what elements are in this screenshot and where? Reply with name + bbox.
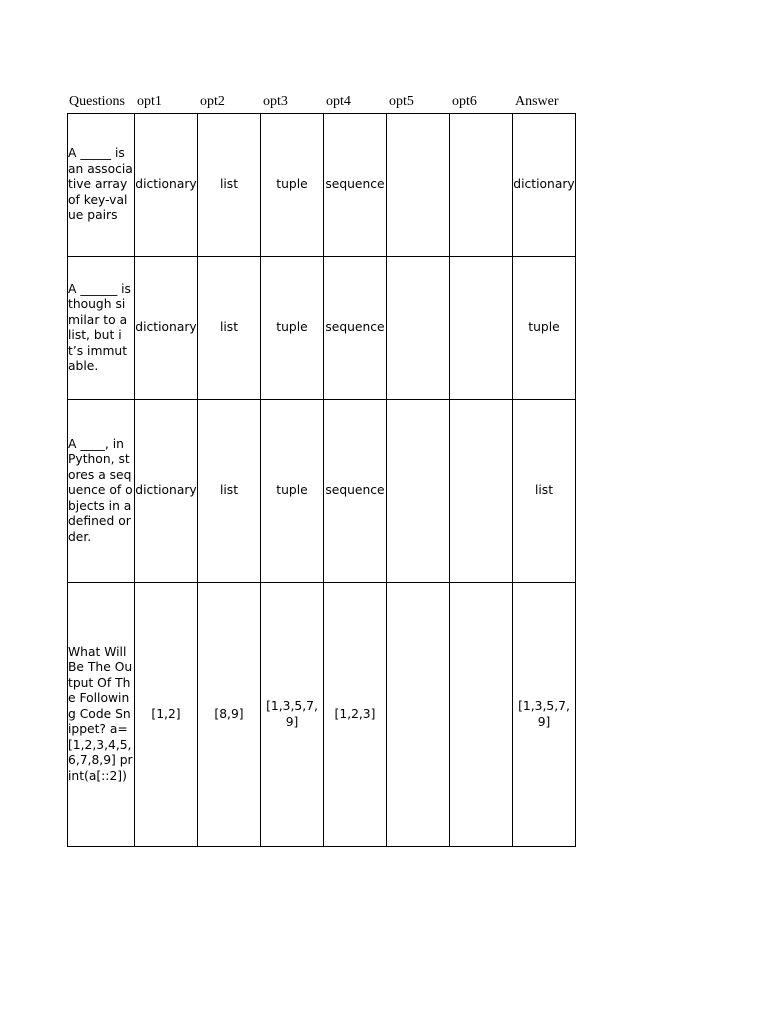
opt3-cell: tuple: [261, 114, 324, 257]
question-cell: What Will Be The Output Of The Following Code Snippet? a=[1,2,3,4,5,6,7,8,9] print(a[::2]): [68, 583, 135, 847]
answer-cell: tuple: [513, 257, 576, 400]
opt1-cell: [1,2]: [135, 583, 198, 847]
table-row: [68, 583, 576, 847]
opt2-cell: list: [198, 400, 261, 583]
opt6-cell: [450, 583, 513, 847]
question-cell: A _____ is an associative array of key-value pairs: [68, 114, 135, 257]
opt5-cell: [387, 257, 450, 400]
opt4-cell: sequence: [324, 257, 387, 400]
header-opt6: opt6: [452, 94, 477, 109]
opt6-cell: [450, 257, 513, 400]
opt3-cell: tuple: [261, 257, 324, 400]
opt1-cell: dictionary: [135, 400, 198, 583]
header-opt2: opt2: [200, 94, 225, 109]
opt3-cell: [1,3,5,7,9]: [261, 583, 324, 847]
header-opt1: opt1: [137, 94, 162, 109]
opt5-cell: [387, 400, 450, 583]
header-opt3: opt3: [263, 94, 288, 109]
opt5-cell: [387, 583, 450, 847]
table-header-row: [0, 92, 768, 114]
answer-cell: [1,3,5,7,9]: [513, 583, 576, 847]
opt3-cell: tuple: [261, 400, 324, 583]
opt4-cell: sequence: [324, 114, 387, 257]
header-opt4: opt4: [326, 94, 351, 109]
table-row: [68, 400, 576, 583]
opt4-cell: sequence: [324, 400, 387, 583]
table-row: [68, 114, 576, 257]
header-questions: Questions: [69, 94, 125, 109]
opt2-cell: list: [198, 257, 261, 400]
answer-cell: dictionary: [513, 114, 576, 257]
quiz-table: [67, 113, 576, 847]
opt1-cell: dictionary: [135, 114, 198, 257]
table-row: [68, 257, 576, 400]
opt5-cell: [387, 114, 450, 257]
opt1-cell: dictionary: [135, 257, 198, 400]
header-opt5: opt5: [389, 94, 414, 109]
opt4-cell: [1,2,3]: [324, 583, 387, 847]
opt6-cell: [450, 114, 513, 257]
answer-cell: list: [513, 400, 576, 583]
opt6-cell: [450, 400, 513, 583]
question-cell: A ____, in Python, stores a sequence of objects in a defined order.: [68, 400, 135, 583]
opt2-cell: [8,9]: [198, 583, 261, 847]
question-cell: A ______ is though similar to a list, but it’s immutable.: [68, 257, 135, 400]
header-answer: Answer: [515, 94, 559, 109]
opt2-cell: list: [198, 114, 261, 257]
